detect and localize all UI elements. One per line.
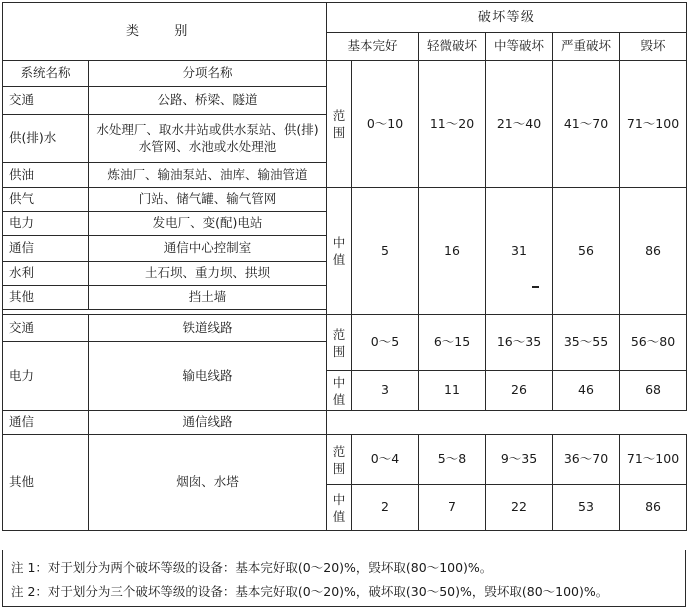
- mid-label: 中值: [327, 188, 352, 315]
- item-name: 水处理厂、取水井站或供水泵站、供(排)水管网、水池或水处理池: [89, 115, 327, 163]
- item-name: 公路、桥梁、隧道: [89, 87, 327, 115]
- range-value: 11～20: [419, 61, 486, 188]
- mid-value: 86: [620, 188, 687, 315]
- level-header-severe: 严重破坏: [553, 33, 620, 61]
- note-2: 注 2：对于划分为三个破坏等级的设备：基本完好取(0～20)%，破坏取(30～50)%，毁坏取(80～100)%。: [11, 584, 609, 599]
- item-name: 门站、储气罐、输气管网: [89, 188, 327, 212]
- system-name: 电力: [3, 212, 89, 236]
- item-name: 炼油厂、输油泵站、油库、输油管道: [89, 163, 327, 188]
- system-name: 水利: [3, 262, 89, 286]
- note-1: 注 1：对于划分为两个破坏等级的设备：基本完好取(0～20)%，毁坏取(80～100)%。: [11, 560, 493, 575]
- damage-grade-header: 破坏等级: [327, 3, 687, 33]
- mid-value: 31: [486, 188, 553, 315]
- item-name: 挡土墙: [89, 286, 327, 310]
- range-value: 21～40: [486, 61, 553, 188]
- system-name: 其他: [3, 286, 89, 310]
- range-value: 9～35: [486, 435, 553, 485]
- system-name: 供油: [3, 163, 89, 188]
- system-name: 通信: [3, 411, 89, 435]
- item-name: 通信中心控制室: [89, 236, 327, 262]
- range-value: 0～5: [352, 315, 419, 371]
- range-value: 16～35: [486, 315, 553, 371]
- range-value: 56～80: [620, 315, 687, 371]
- mid-value: 3: [352, 371, 419, 411]
- system-name: 电力: [3, 342, 89, 411]
- level-header-moderate: 中等破坏: [486, 33, 553, 61]
- level-header-intact: 基本完好: [327, 33, 419, 61]
- mid-value: 46: [553, 371, 620, 411]
- item-name: 通信线路: [89, 411, 327, 435]
- stray-mark: [532, 286, 539, 288]
- mid-value: 53: [553, 485, 620, 531]
- range-value: 35～55: [553, 315, 620, 371]
- table-notes: [2, 550, 686, 607]
- level-header-slight: 轻微破坏: [419, 33, 486, 61]
- system-name: 供气: [3, 188, 89, 212]
- system-name-header: 系统名称: [3, 61, 89, 87]
- range-value: 41～70: [553, 61, 620, 188]
- item-name-header: 分项名称: [89, 61, 327, 87]
- mid-value: 56: [553, 188, 620, 315]
- range-value: 0～4: [352, 435, 419, 485]
- system-name: 其他: [3, 435, 89, 531]
- mid-value: 22: [486, 485, 553, 531]
- range-value: 0～10: [352, 61, 419, 188]
- system-name: 通信: [3, 236, 89, 262]
- category-header: 类 别: [3, 3, 327, 61]
- damage-grade-table: [2, 2, 687, 531]
- mid-value: 5: [352, 188, 419, 315]
- item-name: 铁道线路: [89, 315, 327, 342]
- system-name: 交通: [3, 87, 89, 115]
- mid-label: 中值: [327, 485, 352, 531]
- mid-value: 2: [352, 485, 419, 531]
- item-name: 发电厂、变(配)电站: [89, 212, 327, 236]
- item-name: 土石坝、重力坝、拱坝: [89, 262, 327, 286]
- range-value: 71～100: [620, 435, 687, 485]
- level-header-destroyed: 毁坏: [620, 33, 687, 61]
- range-value: 6～15: [419, 315, 486, 371]
- system-name: 交通: [3, 315, 89, 342]
- range-value: 36～70: [553, 435, 620, 485]
- item-name: 烟囱、水塔: [89, 435, 327, 531]
- damage-grade-table-page: [2, 2, 686, 608]
- system-name: 供(排)水: [3, 115, 89, 163]
- mid-value: 26: [486, 371, 553, 411]
- item-name: 输电线路: [89, 342, 327, 411]
- range-label: 范围: [327, 315, 352, 371]
- mid-value: 16: [419, 188, 486, 315]
- range-value: 71～100: [620, 61, 687, 188]
- range-label: 范围: [327, 435, 352, 485]
- mid-value: 11: [419, 371, 486, 411]
- range-value: 5～8: [419, 435, 486, 485]
- mid-value: 86: [620, 485, 687, 531]
- mid-value: 7: [419, 485, 486, 531]
- range-label: 范围: [327, 61, 352, 188]
- mid-value: 68: [620, 371, 687, 411]
- mid-label: 中值: [327, 371, 352, 411]
